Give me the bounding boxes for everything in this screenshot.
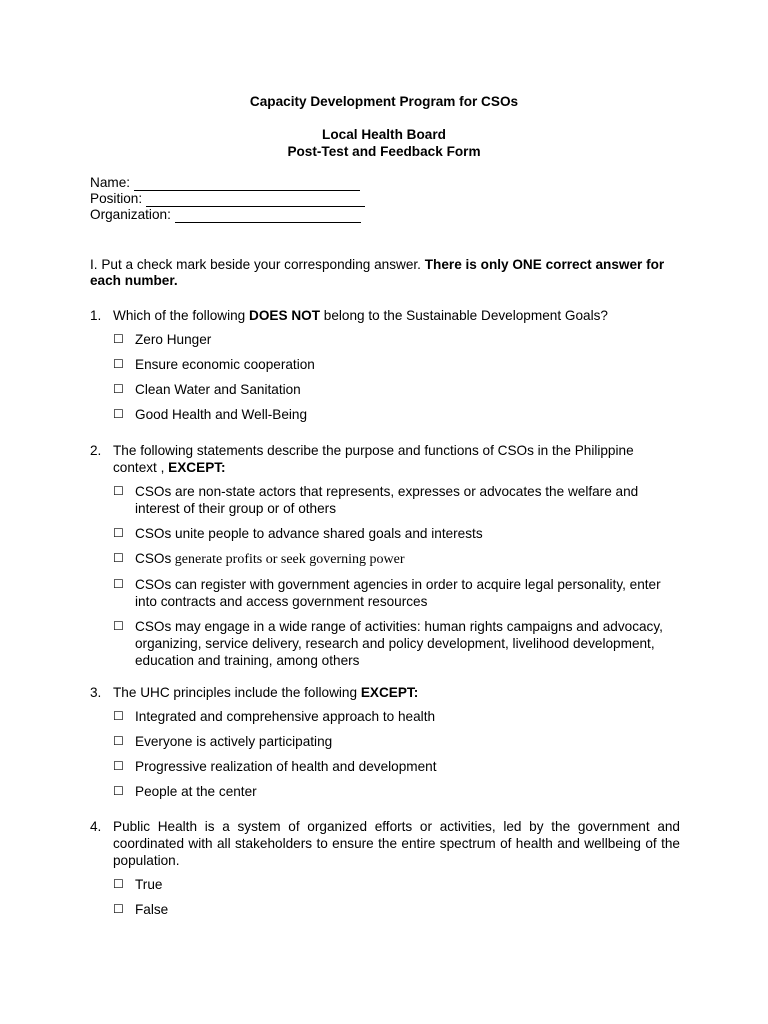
checkbox-icon[interactable]: ☐: [113, 734, 124, 748]
name-field[interactable]: [90, 175, 365, 191]
answer-option[interactable]: ☐ CSOs are non-state actors that represents, expresses or advocates the welfare and interest of their group or of others: [113, 484, 639, 516]
checkbox-icon[interactable]: ☐: [113, 709, 124, 723]
checkbox-icon[interactable]: ☐: [113, 902, 124, 916]
checkbox-icon[interactable]: ☐: [113, 759, 124, 773]
question-text: Which of the following DOES NOT belong to the Sustainable Development Goals?: [113, 308, 608, 323]
program-title: Capacity Development Program for CSOs: [249, 94, 519, 109]
question-2: [90, 442, 680, 677]
question-number: 2.: [90, 443, 102, 458]
instruction-emphasis: There is only ONE correct answer for each number.: [90, 257, 665, 288]
checkbox-icon[interactable]: ☐: [113, 357, 124, 371]
answer-option[interactable]: ☐ Ensure economic cooperation: [113, 357, 315, 372]
checkbox-icon[interactable]: ☐: [113, 526, 124, 540]
answer-option[interactable]: ☐ CSOs may engage in a wide range of activities: human rights campaigns and advocacy, organizing, service delivery, research and policy development, livelihood development, education and training, among others: [113, 619, 663, 668]
answer-option[interactable]: ☐ People at the center: [113, 784, 257, 799]
position-label: Position:: [90, 191, 143, 206]
question-number: 4.: [90, 819, 102, 834]
organization-blank[interactable]: [175, 210, 361, 223]
answer-option[interactable]: ☐ False: [113, 902, 169, 917]
instructions: [90, 257, 690, 289]
answer-option[interactable]: ☐ Zero Hunger: [113, 332, 212, 347]
answer-option[interactable]: ☐ CSOs generate profits or seek governing power: [113, 551, 405, 567]
answer-option[interactable]: ☐ Clean Water and Sanitation: [113, 382, 301, 397]
checkbox-icon[interactable]: ☐: [113, 877, 124, 891]
respondent-fields: [90, 175, 365, 223]
checkbox-icon[interactable]: ☐: [113, 551, 124, 565]
checkbox-icon[interactable]: ☐: [113, 407, 124, 421]
name-blank[interactable]: [134, 178, 360, 191]
checkbox-icon[interactable]: ☐: [113, 332, 124, 346]
organization-label: Organization:: [90, 207, 171, 222]
form-title: Post-Test and Feedback Form: [287, 144, 481, 159]
checkbox-icon[interactable]: ☐: [113, 619, 124, 633]
answer-option[interactable]: ☐ Everyone is actively participating: [113, 734, 333, 749]
answer-option[interactable]: ☐ CSOs can register with government agencies in order to acquire legal personality, enter into contracts and access government resources: [113, 577, 661, 609]
question-4: [90, 818, 680, 926]
position-blank[interactable]: [146, 194, 365, 207]
question-number: 3.: [90, 685, 102, 700]
answer-option[interactable]: ☐ Good Health and Well-Being: [113, 407, 308, 422]
question-1: [90, 307, 680, 431]
answer-option[interactable]: ☐ True: [113, 877, 163, 892]
question-text: The following statements describe the purpose and functions of CSOs in the Philippine context , EXCEPT:: [113, 443, 634, 475]
document-header: [0, 93, 768, 160]
question-text: The UHC principles include the following EXCEPT:: [113, 685, 419, 700]
answer-option[interactable]: ☐ Progressive realization of health and development: [113, 759, 437, 774]
question-number: 1.: [90, 308, 102, 323]
question-3: [90, 684, 680, 808]
position-field[interactable]: [90, 191, 365, 207]
board-title: Local Health Board: [322, 127, 446, 142]
instruction-text: I. Put a check mark beside your corresponding answer.: [90, 257, 425, 272]
checkbox-icon[interactable]: ☐: [113, 484, 124, 498]
answer-option[interactable]: ☐ CSOs unite people to advance shared goals and interests: [113, 526, 483, 541]
question-text: Public Health is a system of organized efforts or activities, led by the government and coordinated with all stakeholders to ensure the entire spectrum of health and wellbeing of the population.: [113, 819, 680, 868]
name-label: Name:: [90, 175, 131, 190]
checkbox-icon[interactable]: ☐: [113, 382, 124, 396]
organization-field[interactable]: [90, 207, 365, 223]
checkbox-icon[interactable]: ☐: [113, 577, 124, 591]
answer-option[interactable]: ☐ Integrated and comprehensive approach to health: [113, 709, 436, 724]
checkbox-icon[interactable]: ☐: [113, 784, 124, 798]
